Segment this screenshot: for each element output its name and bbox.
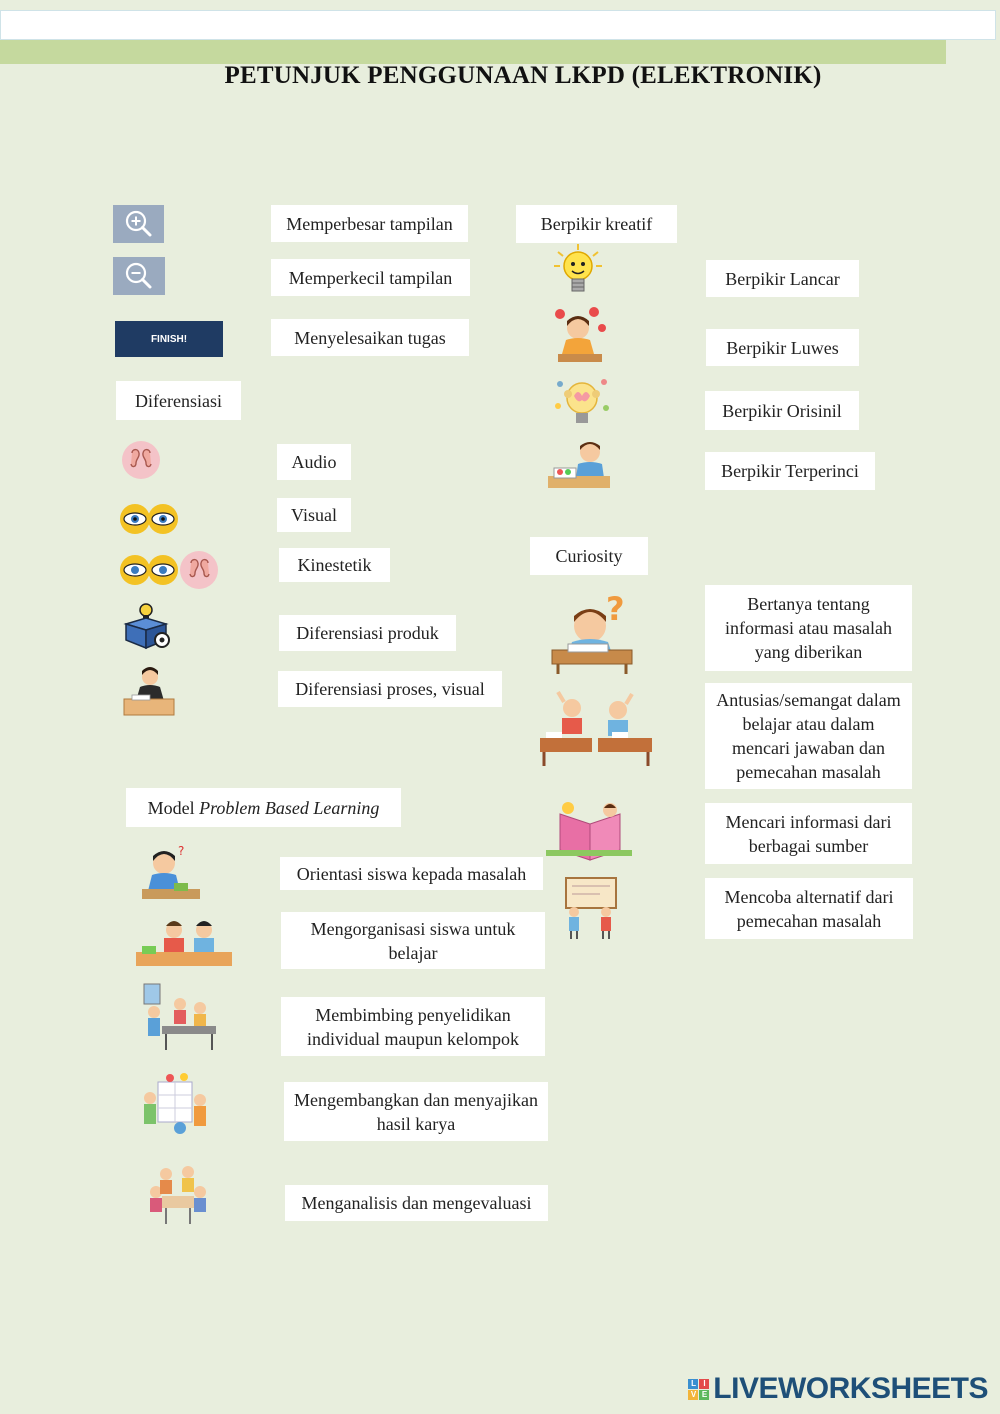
page-title: PETUNJUK PENGGUNAAN LKPD (ELEKTRONIK) — [224, 62, 822, 89]
audio-label: Audio — [277, 444, 351, 480]
svg-text:?: ? — [178, 844, 185, 858]
visual-label: Visual — [277, 498, 351, 532]
kreatif-item-3: Berpikir Orisinil — [705, 391, 859, 430]
thinking-child-icon — [550, 306, 608, 364]
group-reading-icon — [134, 916, 234, 968]
kreatif-item-1: Berpikir Lancar — [706, 260, 859, 297]
svg-text:?: ? — [606, 590, 625, 628]
kreatif-item-2: Berpikir Luwes — [706, 329, 859, 366]
pbl-step-3: Membimbing penyelidikan individual maupun kelompok — [281, 997, 545, 1056]
pbl-step-4: Mengembangkan dan menyajikan hasil karya — [284, 1082, 548, 1141]
curiosity-heading: Curiosity — [530, 537, 648, 575]
diferensiasi-proses-label: Diferensiasi proses, visual — [278, 671, 502, 707]
curiosity-item-1: Bertanya tentang informasi atau masalah yang diberikan — [705, 585, 912, 671]
finish-button[interactable]: FINISH! — [115, 321, 223, 357]
box-lightbulb-gear-icon — [120, 600, 172, 652]
eyes-ear-icon — [120, 550, 220, 590]
student-desk-icon — [120, 665, 178, 717]
header-bar — [0, 40, 946, 64]
curiosity-item-3: Mencari informasi dari berbagai sumber — [705, 803, 912, 864]
diferensiasi-produk-label: Diferensiasi produk — [279, 615, 456, 651]
pbl-heading — [126, 788, 401, 827]
pbl-step-2: Mengorganisasi siswa untuk belajar — [281, 912, 545, 969]
brand-name: LIVEWORKSHEETS — [713, 1372, 988, 1405]
confused-student-icon — [138, 843, 204, 903]
ear-icon — [120, 440, 162, 480]
pbl-step-5: Menganalisis dan mengevaluasi — [285, 1185, 548, 1221]
pbl-heading-italic: Problem Based Learning — [199, 797, 380, 818]
zoom-out-label: Memperkecil tampilan — [271, 259, 470, 296]
kreatif-item-4: Berpikir Terperinci — [705, 452, 875, 490]
zoom-in-label: Memperbesar tampilan — [271, 205, 468, 242]
pbl-heading-prefix: Model — [147, 797, 200, 818]
top-input-bar — [0, 10, 996, 40]
kinestetik-label: Kinestetik — [279, 548, 390, 582]
curiosity-item-4: Mencoba alternatif dari pemecahan masalah — [705, 878, 913, 939]
group-discussion-icon — [140, 982, 220, 1054]
pbl-step-1: Orientasi siswa kepada masalah — [280, 857, 543, 890]
liveworksheets-brand[interactable] — [688, 1372, 988, 1406]
classroom-icon — [538, 688, 654, 766]
finish-label: Menyelesaikan tugas — [271, 319, 469, 356]
curiosity-item-2: Antusias/semangat dalam belajar atau dalam mencari jawaban dan pemecahan masalah — [705, 683, 912, 789]
zoom-in-icon[interactable] — [113, 205, 164, 243]
zoom-out-icon[interactable] — [113, 257, 165, 295]
liveworksheets-logo-icon: L I V E — [688, 1379, 709, 1400]
group-evaluate-icon — [144, 1162, 212, 1226]
eyes-icon — [120, 500, 178, 538]
whiteboard-icon — [560, 876, 622, 940]
brain-icon — [552, 372, 612, 430]
project-presentation-icon — [140, 1072, 210, 1136]
lightbulb-icon — [554, 244, 602, 300]
diferensiasi-heading: Diferensiasi — [116, 381, 241, 420]
kreatif-heading: Berpikir kreatif — [516, 205, 677, 243]
reading-book-icon — [544, 800, 634, 862]
drawing-child-icon — [546, 438, 612, 494]
question-child-icon — [548, 590, 636, 674]
